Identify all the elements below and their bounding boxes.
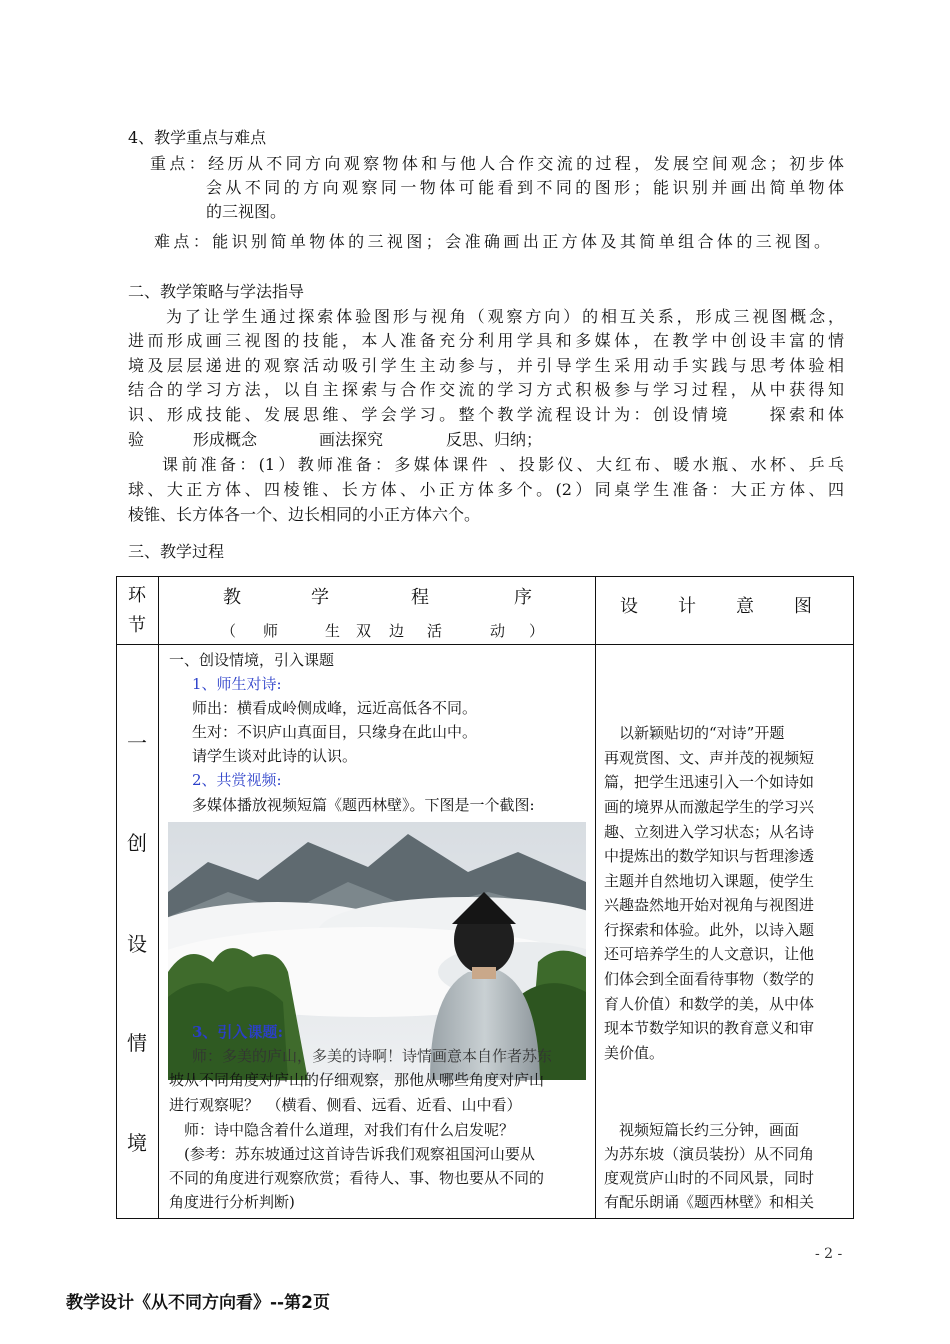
header-process-char: 学	[311, 587, 329, 608]
header-intent-char: 设	[620, 596, 638, 617]
strategy-line: 进而形成画三视图的技能，本人准备充分利用学具和多媒体，在教学中创设丰富的情	[128, 331, 844, 350]
process-line: 进行观察呢？ （横看、侧看、远看、近看、山中看）	[169, 1096, 522, 1114]
flow-item: 验	[128, 430, 145, 449]
header-process-char: 程	[411, 587, 429, 608]
header-sub-char: 生	[325, 622, 341, 640]
process-line: 坡从不同角度对庐山的仔细观察，那他从哪些角度对庐山	[169, 1071, 545, 1089]
stage-char: 设	[127, 932, 147, 956]
key-point-line3: 的三视图。	[206, 202, 287, 221]
key-point-line1: 重点：经历从不同方向观察物体和与他人合作交流的过程，发展空间观念；初步体	[150, 154, 844, 173]
video-line: 多媒体播放视频短篇《题西林壁》。下图是一个截图:	[192, 796, 535, 814]
strategy-line: 为了让学生通过探索体验图形与视角（观察方向）的相互关系，形成三视图概念，	[166, 307, 844, 326]
intent-line: 还可培养学生的人文意识，让他	[604, 945, 815, 963]
intent-line: 篇，把学生迅速引入一个如诗如	[604, 773, 815, 791]
intent-line: 兴趣盎然地开始对视角与视图进	[604, 896, 815, 914]
sub-heading-intro: 3、引入课题:	[192, 1023, 283, 1041]
intent-line: 行探索和体验。此外，以诗入题	[604, 921, 815, 939]
intent-line: 趣、立刻进入学习状态；从名诗	[604, 823, 815, 841]
flow-item: 形成概念	[193, 430, 258, 449]
intent-line: 画的境界从而激起学生的学习兴	[604, 798, 815, 816]
intent-line: 主题并自然地切入课题，使学生	[604, 872, 815, 890]
header-process-char: 教	[223, 587, 241, 608]
process-line: 不同的角度进行观察欣赏；看待人、事、物也要从不同的	[169, 1169, 545, 1187]
stage-char: 一	[127, 731, 147, 755]
process-line: 师：诗中隐含着什么道理，对我们有什么启发呢？	[169, 1121, 515, 1139]
intent-line: 有配乐朗诵《题西林壁》和相关	[604, 1193, 815, 1211]
section2-heading: 二、教学策略与学法指导	[128, 282, 305, 301]
intent-line: 以新颖贴切的“对诗”开题	[604, 724, 785, 742]
header-process-cell	[159, 577, 596, 645]
header-stage-cell	[117, 577, 159, 645]
stage-char: 创	[127, 831, 147, 855]
strategy-line: 境及层层递进的观察活动吸引学生主动参与，并引导学生采用动手实践与思考体验相	[128, 356, 844, 375]
process-line: 角度进行分析判断)	[169, 1193, 295, 1211]
section4-heading: 4、教学重点与难点	[128, 128, 267, 147]
header-intent-cell	[596, 577, 854, 645]
header-sub-char: 动	[490, 622, 506, 640]
intent-line: 度观赏庐山时的不同风景，同时	[604, 1169, 815, 1187]
footer-title: 教学设计《从不同方向看》--第2页	[66, 1293, 330, 1313]
intent-line: 再观赏图、文、声并茂的视频短	[604, 749, 815, 767]
stage-char: 情	[127, 1031, 147, 1055]
sub-heading-poem: 1、师生对诗:	[192, 675, 282, 693]
process-line: (参考：苏东坡通过这首诗告诉我们观察祖国河山要从	[169, 1145, 535, 1163]
intent-line: 为苏东坡（演员装扮）从不同角	[604, 1145, 815, 1163]
intent-line: 中提炼出的数学知识与哲理渗透	[604, 847, 815, 865]
header-sub-char: 活	[427, 622, 443, 640]
key-point-line2: 会从不同的方向观察同一物体可能看到不同的图形；能识别并画出简单物体	[206, 178, 844, 197]
header-intent-char: 图	[794, 596, 812, 617]
header-sub-char: ）	[529, 622, 545, 640]
process-title: 一、创设情境，引入课题	[169, 651, 335, 669]
strategy-line: 识、形成技能、发展思维、学会学习。整个教学流程设计为：创设情境 探索和体	[128, 405, 844, 424]
prep-line: 球、大正方体、四棱锥、长方体、小正方体多个。(2）同桌学生准备：大正方体、四	[128, 480, 844, 499]
header-process-char: 序	[514, 587, 532, 608]
header-sub-char: （	[221, 622, 237, 640]
stage-cell	[117, 645, 159, 1219]
intent-line: 们体会到全面看待事物（数学的	[604, 970, 815, 988]
prep-line: 课前准备：(1）教师准备：多媒体课件 、投影仪、大红布、暖水瓶、水杯、乒乓	[162, 455, 844, 474]
header-sub-char: 双	[356, 622, 372, 640]
intent-line: 育人价值）和数学的美，从中体	[604, 995, 815, 1013]
header-stage-char: 节	[128, 615, 146, 636]
section3-heading: 三、教学过程	[128, 542, 225, 561]
prep-line: 棱锥、长方体各一个、边长相同的小正方体六个。	[128, 505, 481, 524]
stage-char: 境	[127, 1131, 147, 1155]
page-number: - 2 -	[815, 1246, 843, 1262]
flow-item: 画法探究	[319, 430, 384, 449]
ask-line: 请学生谈对此诗的认识。	[192, 747, 358, 765]
header-sub-char: 师	[263, 622, 279, 640]
intent-line: 美价值。	[604, 1044, 665, 1062]
flow-item: 反思、归纳；	[446, 430, 543, 449]
header-intent-char: 计	[678, 596, 696, 617]
difficult-point: 难点：能识别简单物体的三视图；会准确画出正方体及其简单组合体的三视图。	[154, 232, 830, 251]
strategy-line: 结合的学习方法，以自主探索与合作交流的学习方式积极参与学习过程，从中获得知	[128, 380, 844, 399]
overlap-line: 师：多美的庐山，多美的诗啊！诗情画意本自作者苏东	[192, 1047, 553, 1065]
student-line: 生对：不识庐山真面目，只缘身在此山中。	[192, 723, 478, 741]
sub-heading-video: 2、共赏视频:	[192, 771, 282, 789]
intent-line: 现本节数学知识的教育意义和审	[604, 1019, 815, 1037]
header-intent-char: 意	[736, 596, 754, 617]
intent-line: 视频短篇长约三分钟，画面	[604, 1121, 800, 1139]
teacher-line: 师出：横看成岭侧成峰，远近高低各不同。	[192, 699, 478, 717]
header-stage-char: 环	[128, 585, 146, 606]
header-sub-char: 边	[389, 622, 405, 640]
